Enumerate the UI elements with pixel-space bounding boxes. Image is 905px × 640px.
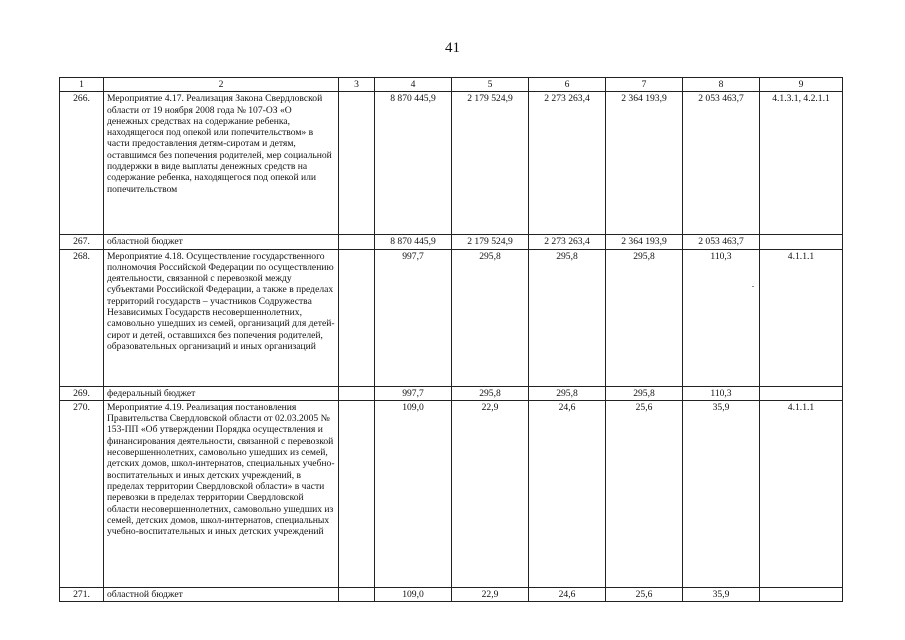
row-col3 <box>339 92 375 235</box>
row-value-year2: 2 273 263,4 <box>529 92 606 235</box>
column-header: 4 <box>375 78 452 92</box>
row-name: Мероприятие 4.17. Реализация Закона Свердловской области от 19 ноября 2008 года № 107-ОЗ «О денежных средствах на содержание ребенка, находящегося под опекой или попечительством» в части предоставления детям-сиротам и детям, оставшимся без попечения родителей, мер социальной поддержки в виде выплаты денежных средств на содержание ребенка, находящегося под опекой или попечительством <box>104 92 339 235</box>
row-col3 <box>339 587 375 601</box>
row-value-year1: 2 179 524,9 <box>452 92 529 235</box>
row-target-index <box>760 235 843 249</box>
row-value-year4: 35,9 <box>683 400 760 587</box>
column-header: 5 <box>452 78 529 92</box>
table-row <box>60 249 843 386</box>
column-header: 8 <box>683 78 760 92</box>
row-value-year3: 25,6 <box>606 400 683 587</box>
row-target-index: 4.1.1.1 <box>760 400 843 587</box>
row-value-year1: 295,8 <box>452 249 529 386</box>
column-header: 9 <box>760 78 843 92</box>
table-row <box>60 587 843 601</box>
column-header: 6 <box>529 78 606 92</box>
row-number: 268. <box>60 249 104 386</box>
row-value-year2: 24,6 <box>529 400 606 587</box>
row-value-year3: 2 364 193,9 <box>606 92 683 235</box>
row-value-year3: 25,6 <box>606 587 683 601</box>
table-row <box>60 386 843 400</box>
row-value-total: 997,7 <box>375 386 452 400</box>
column-header: 3 <box>339 78 375 92</box>
row-target-index <box>760 587 843 601</box>
row-value-total: 109,0 <box>375 587 452 601</box>
row-target-index: 4.1.3.1, 4.2.1.1 <box>760 92 843 235</box>
column-header: 7 <box>606 78 683 92</box>
scan-speck <box>752 286 754 287</box>
row-name: областной бюджет <box>104 587 339 601</box>
column-header: 2 <box>104 78 339 92</box>
row-value-total: 8 870 445,9 <box>375 235 452 249</box>
row-number: 266. <box>60 92 104 235</box>
row-value-year4: 2 053 463,7 <box>683 92 760 235</box>
row-name: Мероприятие 4.18. Осуществление государственного полномочия Российской Федерации по осуществлению деятельности, связанной с перевозкой между субъектами Российской Федерации, а также в пределах территорий государств – участников Содружества Независимых Государств несовершеннолетних, самовольно ушедших из семей, организаций для детей-сирот и детей, оставшихся без попечения родителей, образовательных организаций и иных организаций <box>104 249 339 386</box>
row-value-total: 109,0 <box>375 400 452 587</box>
row-value-year2: 295,8 <box>529 249 606 386</box>
row-value-year3: 295,8 <box>606 386 683 400</box>
row-col3 <box>339 235 375 249</box>
row-number: 271. <box>60 587 104 601</box>
row-name: федеральный бюджет <box>104 386 339 400</box>
row-col3 <box>339 249 375 386</box>
row-value-year2: 295,8 <box>529 386 606 400</box>
row-value-year1: 295,8 <box>452 386 529 400</box>
row-value-year4: 2 053 463,7 <box>683 235 760 249</box>
row-value-year3: 2 364 193,9 <box>606 235 683 249</box>
row-name: областной бюджет <box>104 235 339 249</box>
row-value-year4: 110,3 <box>683 386 760 400</box>
row-value-year2: 24,6 <box>529 587 606 601</box>
page-number: 41 <box>445 40 460 56</box>
row-value-year1: 2 179 524,9 <box>452 235 529 249</box>
row-value-total: 8 870 445,9 <box>375 92 452 235</box>
table-row <box>60 92 843 235</box>
row-number: 267. <box>60 235 104 249</box>
row-value-year1: 22,9 <box>452 587 529 601</box>
budget-table <box>59 77 843 602</box>
row-number: 270. <box>60 400 104 587</box>
row-target-index <box>760 386 843 400</box>
row-value-year2: 2 273 263,4 <box>529 235 606 249</box>
row-target-index: 4.1.1.1 <box>760 249 843 386</box>
row-value-total: 997,7 <box>375 249 452 386</box>
row-value-year4: 35,9 <box>683 587 760 601</box>
row-value-year3: 295,8 <box>606 249 683 386</box>
row-value-year1: 22,9 <box>452 400 529 587</box>
row-name: Мероприятие 4.19. Реализация постановления Правительства Свердловской области от 02.03.2005 № 153-ПП «Об утверждении Порядка осуществления и финансирования деятельности, связанной с перевозкой несовершеннолетних, самовольно ушедших из семей, детских домов, школ-интернатов, специальных учебно-воспитательных и иных детских учреждений, в пределах территории Свердловской области» в части перевозки в пределах территории Свердловской области несовершеннолетних, самовольно ушедших из семей, детских домов, школ-интернатов, специальных учебно-воспитательных и иных детских учреждений <box>104 400 339 587</box>
table-row <box>60 400 843 587</box>
column-header: 1 <box>60 78 104 92</box>
row-number: 269. <box>60 386 104 400</box>
table-row <box>60 235 843 249</box>
row-col3 <box>339 400 375 587</box>
table-header-row <box>60 78 843 92</box>
row-col3 <box>339 386 375 400</box>
row-value-year4: 110,3 <box>683 249 760 386</box>
